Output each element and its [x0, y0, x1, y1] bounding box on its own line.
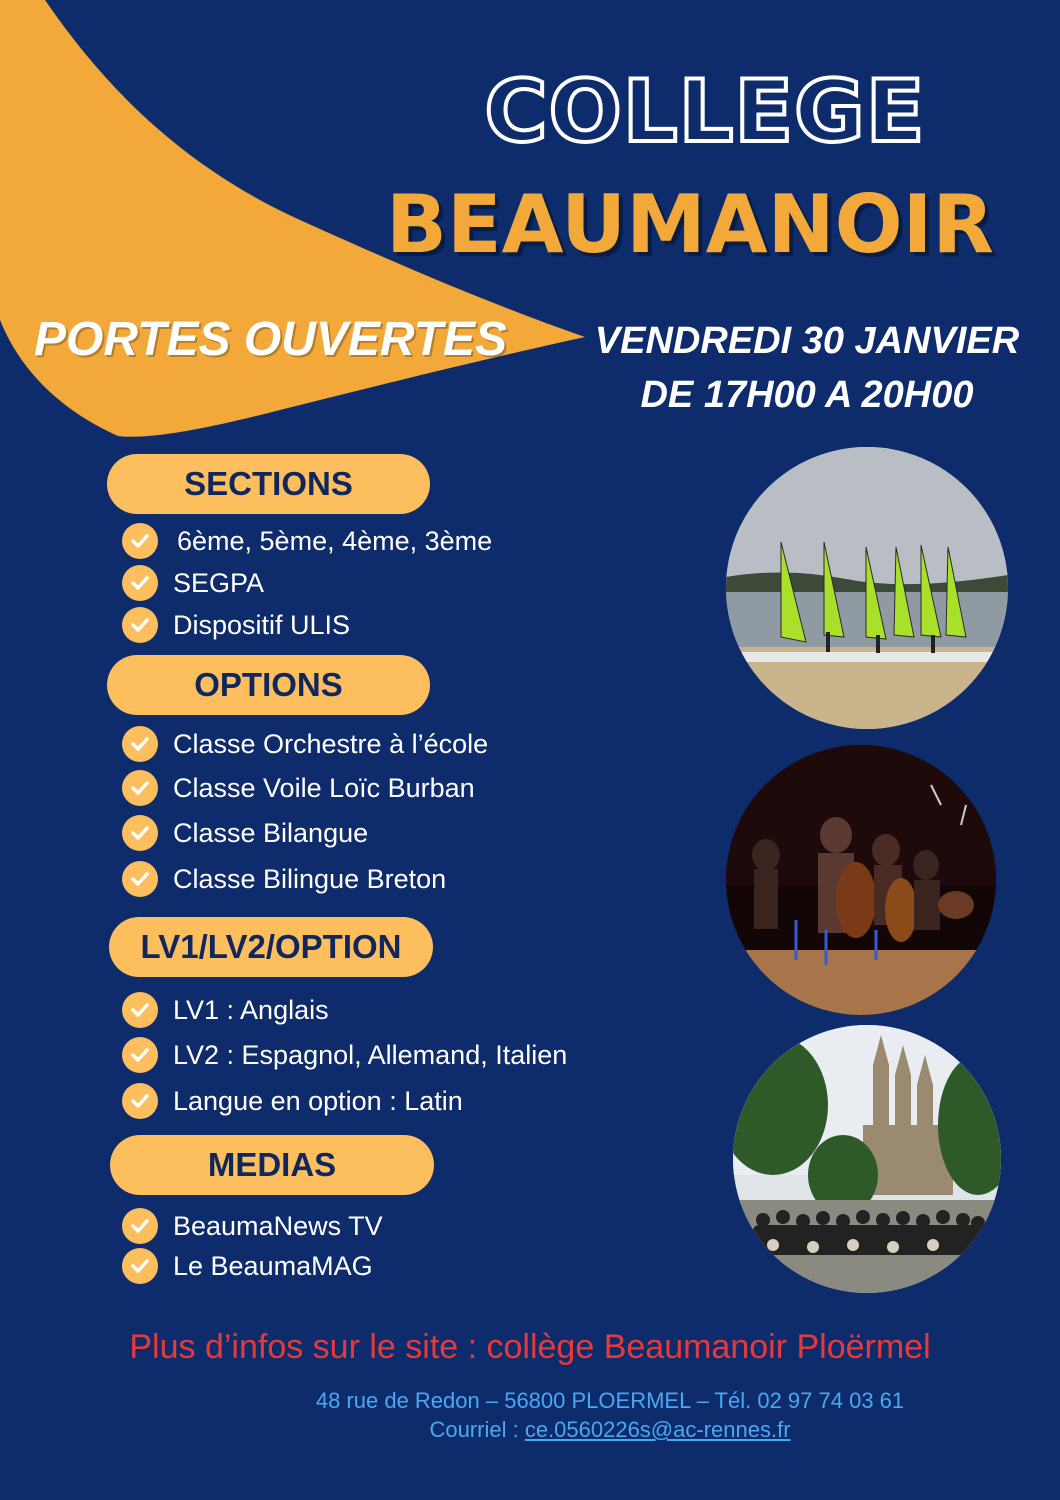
languages-list	[122, 988, 567, 1124]
heading-languages: LV1/LV2/OPTION	[109, 917, 433, 977]
item-label: Langue en option : Latin	[173, 1085, 463, 1116]
item-label: Dispositif ULIS	[173, 609, 351, 640]
list-item	[122, 562, 492, 604]
item-label: Classe Bilangue	[173, 817, 369, 848]
heading-options: OPTIONS	[107, 655, 430, 715]
email-line	[170, 1417, 1050, 1443]
list-item	[122, 604, 492, 646]
title-college: COLLEGE	[484, 62, 926, 162]
list-item	[122, 810, 488, 856]
email-link[interactable]: ce.0560226s@ac-rennes.fr	[524, 1417, 791, 1442]
event-hours: DE 17H00 A 20H00	[640, 374, 974, 416]
medias-list	[122, 1206, 383, 1286]
list-item	[122, 766, 488, 810]
sections-list	[122, 520, 492, 646]
item-label: 6ème, 5ème, 4ème, 3ème	[177, 525, 493, 556]
check-icon	[122, 770, 158, 806]
check-icon	[122, 861, 158, 897]
photo-orchestra	[726, 745, 996, 1015]
more-info-text: Plus d’infos sur le site : collège Beaumanoir Ploërmel	[129, 1328, 931, 1366]
list-item	[122, 1246, 383, 1286]
item-label: LV2 : Espagnol, Allemand, Italien	[173, 1039, 568, 1070]
check-icon	[122, 726, 158, 762]
check-icon	[122, 1208, 158, 1244]
item-label: BeaumaNews TV	[173, 1210, 383, 1241]
portes-ouvertes-label: PORTES OUVERTES	[34, 313, 508, 366]
item-label: Classe Bilingue Breton	[173, 863, 447, 894]
list-item	[122, 856, 488, 902]
check-icon	[122, 607, 158, 643]
item-label: Classe Voile Loïc Burban	[173, 772, 475, 803]
list-item	[122, 520, 492, 562]
check-icon	[122, 1248, 158, 1284]
title-beaumanoir: BEAUMANOIR	[386, 178, 994, 271]
item-label: Classe Orchestre à l’école	[173, 728, 489, 759]
photo-sailboats	[726, 447, 1008, 729]
list-item	[122, 722, 488, 766]
item-label: Le BeaumaMAG	[173, 1250, 373, 1281]
check-icon	[122, 992, 158, 1028]
email-label: Courriel :	[429, 1417, 525, 1442]
list-item	[122, 1032, 567, 1078]
check-icon	[122, 1037, 158, 1073]
check-icon	[122, 815, 158, 851]
item-label: SEGPA	[173, 567, 265, 598]
heading-medias: MEDIAS	[110, 1135, 434, 1195]
check-icon	[122, 565, 158, 601]
list-item	[122, 1206, 383, 1246]
list-item	[122, 988, 567, 1032]
event-date: VENDREDI 30 JANVIER	[594, 320, 1020, 362]
item-label: LV1 : Anglais	[173, 994, 329, 1025]
address: 48 rue de Redon – 56800 PLOERMEL – Tél. 02 97 74 03 61	[315, 1388, 905, 1413]
list-item	[122, 1078, 567, 1124]
heading-sections: SECTIONS	[107, 454, 430, 514]
check-icon	[122, 523, 158, 559]
options-list	[122, 722, 488, 902]
photo-sagrada-familia-group	[733, 1025, 1001, 1293]
check-icon	[122, 1083, 158, 1119]
